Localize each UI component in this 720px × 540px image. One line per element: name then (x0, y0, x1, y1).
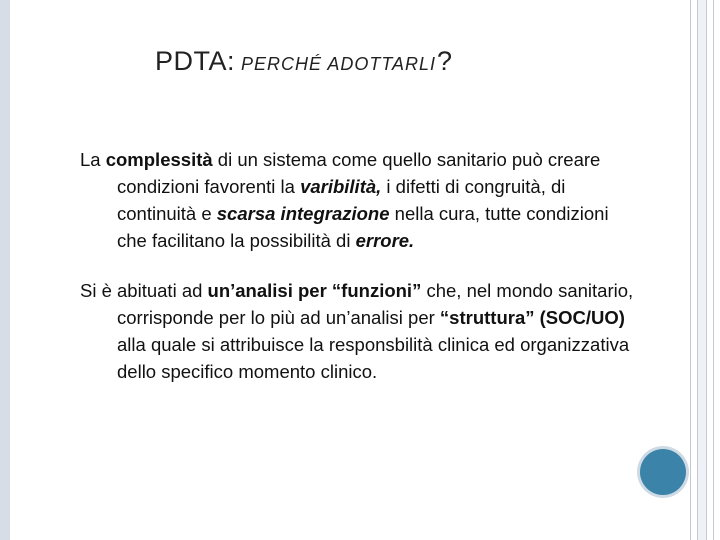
text-segment: alla quale si attribuisce la responsbilità clinica ed organizzativa dello specifico momento clinico. (117, 334, 630, 382)
title-sub: PERCHÉ ADOTTARLI (241, 54, 437, 74)
text-segment: Si è abituati ad (80, 280, 208, 301)
right-frame-band (697, 0, 706, 540)
text-segment: varibilità, (300, 176, 382, 197)
text-segment: errore. (355, 230, 415, 251)
text-segment: La (80, 149, 106, 170)
right-frame-line (706, 0, 707, 540)
text-segment: che, nel mondo sanitario, corrisponde per lo più ad un’analisi per (117, 280, 634, 328)
text-segment: scarsa integrazione (216, 203, 390, 224)
text-segment: di un sistema come quello sanitario può creare condizioni favorenti la (117, 149, 601, 197)
text-segment: nella cura, tutte condizioni che facilitano la possibilità di (117, 203, 609, 251)
text-segment: i difetti di congruità, di continuità e (117, 176, 566, 224)
right-frame-line (690, 0, 691, 540)
text-segment: un’analisi per “funzioni” (207, 280, 422, 301)
left-frame-band (0, 0, 10, 540)
title-end: ? (437, 46, 453, 76)
decorative-circle (640, 449, 686, 495)
slide-body (80, 146, 640, 385)
slide-title (155, 46, 453, 77)
text-segment: complessità (105, 149, 213, 170)
paragraph-2 (80, 277, 640, 385)
right-frame-line (713, 0, 714, 540)
right-frame-line (697, 0, 698, 540)
text-segment: “struttura” (SOC/UO) (439, 307, 625, 328)
paragraph-1 (80, 146, 640, 254)
title-main: PDTA: (155, 46, 236, 76)
